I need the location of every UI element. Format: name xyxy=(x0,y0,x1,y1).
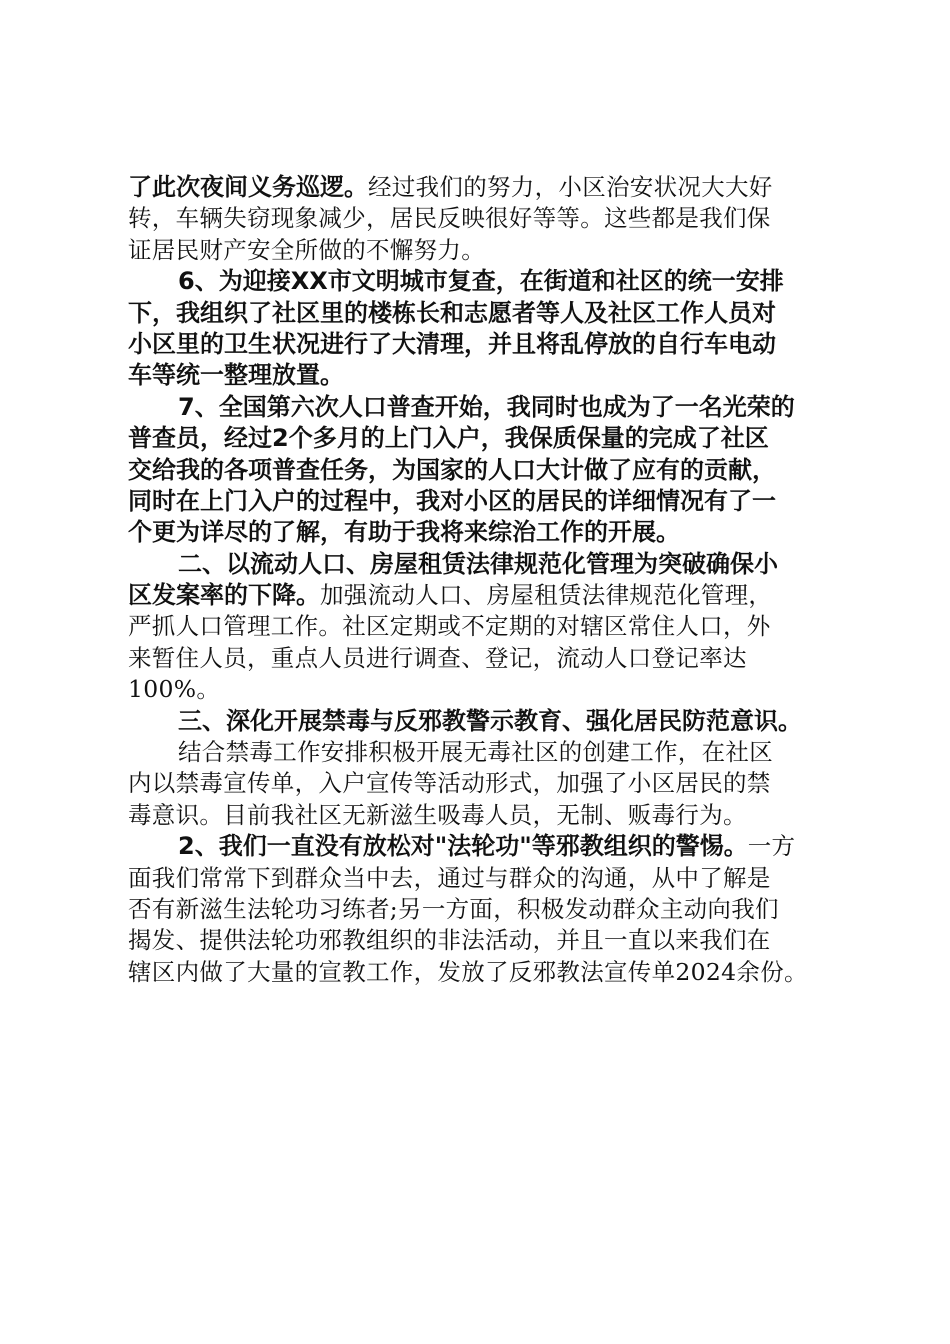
bold-text: 下，我组织了社区里的楼栋长和志愿者等人及社区工作人员对 xyxy=(128,298,776,327)
text-line xyxy=(128,172,840,203)
bold-text: 6、为迎接XX市文明城市复查，在街道和社区的统一安排 xyxy=(178,267,784,296)
body-text: 严抓人口管理工作。社区定期或不定期的对辖区常住人口，外 xyxy=(128,612,771,641)
bold-text: 2、我们一直没有放松对"法轮功"等邪教组织的警惕。 xyxy=(178,832,748,861)
bold-text: 三、深化开展禁毒与反邪教警示教育、强化居民防范意识。 xyxy=(178,706,802,735)
text-line xyxy=(128,455,840,486)
bold-text: 7、全国第六次人口普查开始，我同时也成为了一名光荣的 xyxy=(178,392,795,421)
text-line xyxy=(128,768,840,799)
text-line xyxy=(128,392,840,423)
body-text: 毒意识。目前我社区无新滋生吸毒人员，无制、贩毒行为。 xyxy=(128,800,747,829)
text-line xyxy=(128,203,840,234)
text-line xyxy=(128,360,840,391)
text-line xyxy=(128,925,840,956)
text-line xyxy=(128,674,840,705)
text-line xyxy=(128,423,840,454)
bold-text: 个更为详尽的了解，有助于我将来综治工作的开展。 xyxy=(128,518,680,547)
body-text: 否有新滋生法轮功习练者;另一方面，积极发动群众主动向我们 xyxy=(128,894,779,923)
body-text: 证居民财产安全所做的不懈努力。 xyxy=(128,235,485,264)
text-line xyxy=(128,611,840,642)
text-line xyxy=(128,517,840,548)
text-line xyxy=(128,298,840,329)
text-line xyxy=(128,737,840,768)
body-text: 一方 xyxy=(747,832,796,861)
body-text: 揭发、提供法轮功邪教组织的非法活动，并且一直以来我们在 xyxy=(128,926,771,955)
bold-text: 区发案率的下降。 xyxy=(128,581,320,610)
bold-text: 普查员，经过2个多月的上门入户，我保质保量的完成了社区 xyxy=(128,424,769,453)
text-line xyxy=(128,549,840,580)
body-text: 内以禁毒宣传单，入户宣传等活动形式，加强了小区居民的禁 xyxy=(128,769,771,798)
text-line xyxy=(128,486,840,517)
text-line xyxy=(128,894,840,925)
body-text: 面我们常常下到群众当中去，通过与群众的沟通，从中了解是 xyxy=(128,863,771,892)
text-line xyxy=(128,329,840,360)
body-text: 转，车辆失窃现象减少，居民反映很好等等。这些都是我们保 xyxy=(128,204,771,233)
body-text: 结合禁毒工作安排积极开展无毒社区的创建工作，在社区 xyxy=(178,738,773,767)
body-text: 来暂住人员，重点人员进行调查、登记，流动人口登记率达 xyxy=(128,643,747,672)
body-text: 经过我们的努力，小区治安状况大大好 xyxy=(368,173,773,201)
text-line xyxy=(128,643,840,674)
text-line xyxy=(128,863,840,894)
text-line xyxy=(128,800,840,831)
bold-text: 小区里的卫生状况进行了大清理，并且将乱停放的自行车电动 xyxy=(128,329,776,358)
text-line xyxy=(128,580,840,611)
bold-text: 同时在上门入户的过程中，我对小区的居民的详细情况有了一 xyxy=(128,486,776,515)
text-line xyxy=(128,235,840,266)
text-line xyxy=(128,831,840,862)
text-line xyxy=(128,266,840,297)
bold-text: 车等统一整理放置。 xyxy=(128,361,344,390)
bold-text: 交给我的各项普查任务，为国家的人口大计做了应有的贡献， xyxy=(128,455,776,484)
body-text: 辖区内做了大量的宣教工作，发放了反邪教法宣传单2024余份。 xyxy=(128,957,808,986)
body-text: 加强流动人口、房屋租赁法律规范化管理， xyxy=(320,581,773,610)
document-body xyxy=(128,172,840,988)
text-line xyxy=(128,957,840,988)
body-text: 100%。 xyxy=(128,675,221,704)
bold-text: 了此次夜间义务巡逻。 xyxy=(128,173,368,201)
bold-text: 二、以流动人口、房屋租赁法律规范化管理为突破确保小 xyxy=(178,549,778,578)
text-line xyxy=(128,706,840,737)
